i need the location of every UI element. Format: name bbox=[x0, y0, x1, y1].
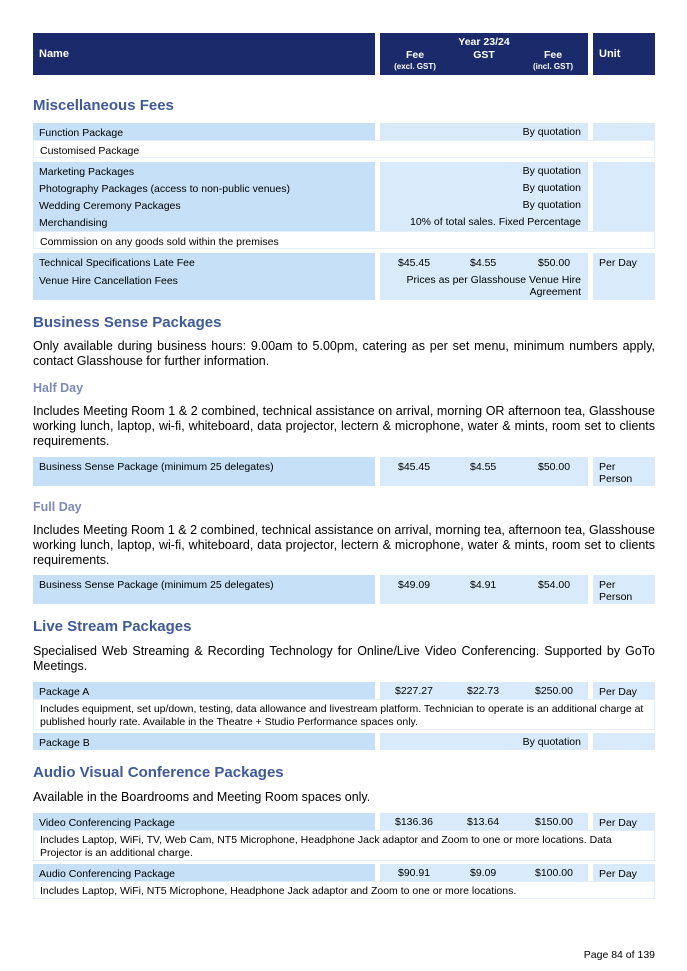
row-unit-cancellation bbox=[593, 271, 655, 300]
audio-conferencing-note: Includes Laptop, WiFi, NT5 Microphone, Headphone Jack adaptor and Zoom to one or more locations. bbox=[33, 881, 655, 899]
full-unit-line1: Per bbox=[599, 579, 616, 591]
audio-fee-excl: $90.91 bbox=[398, 867, 431, 879]
row-name-wedding: Wedding Ceremony Packages bbox=[33, 196, 375, 213]
row-name-cancellation: Venue Hire Cancellation Fees bbox=[33, 271, 375, 300]
section-title-misc: Miscellaneous Fees bbox=[33, 97, 174, 114]
full-gst: $4.91 bbox=[470, 579, 497, 591]
row-unit-video-conferencing: Per Day bbox=[593, 813, 655, 830]
cancellation-value-line2: Agreement bbox=[529, 286, 581, 298]
row-value-wedding: By quotation bbox=[380, 196, 588, 213]
cancellation-value-line1: Prices as per Glasshouse Venue Hire bbox=[406, 274, 581, 286]
header-fee-incl-label: Fee bbox=[543, 49, 563, 61]
row-name-audio-conferencing: Audio Conferencing Package bbox=[33, 864, 375, 881]
header-fee-excl-label: Fee bbox=[405, 49, 425, 61]
subsection-full-day: Full Day bbox=[33, 500, 82, 514]
header-fee-excl-sub: (excl. GST) bbox=[394, 62, 436, 71]
header-fee-excl bbox=[380, 49, 450, 73]
package-a-fee-excl: $227.27 bbox=[395, 685, 433, 697]
row-unit-wedding bbox=[593, 196, 655, 213]
full-fee-incl: $54.00 bbox=[538, 579, 571, 591]
row-value-merchandising: 10% of total sales. Fixed Percentage bbox=[380, 213, 588, 231]
row-name-tech-late-fee: Technical Specifications Late Fee bbox=[33, 253, 375, 271]
row-name-package-a: Package A bbox=[33, 682, 375, 699]
tech-fee-excl: $45.45 bbox=[398, 257, 431, 269]
row-values-tech-late-fee bbox=[380, 253, 588, 271]
row-values-audio-conferencing bbox=[380, 864, 588, 881]
business-intro: Only available during business hours: 9.00am to 5.00pm, catering as per set menu, minimum numbers apply, contact Glasshouse for further information. bbox=[33, 339, 655, 368]
row-value-photography: By quotation bbox=[380, 179, 588, 196]
row-name-marketing: Marketing Packages bbox=[33, 162, 375, 179]
row-value-cancellation bbox=[380, 271, 588, 300]
row-unit-half-day bbox=[593, 457, 655, 486]
half-fee-excl: $45.45 bbox=[398, 461, 431, 473]
package-a-fee-incl: $250.00 bbox=[535, 685, 573, 697]
half-unit-line1: Per bbox=[599, 461, 616, 473]
section-title-business: Business Sense Packages bbox=[33, 314, 222, 331]
subsection-half-day: Half Day bbox=[33, 381, 84, 395]
row-values-half-day bbox=[380, 457, 588, 486]
row-name-merchandising: Merchandising bbox=[33, 213, 375, 231]
tech-fee-incl: $50.00 bbox=[538, 257, 571, 269]
row-value-package-b: By quotation bbox=[380, 733, 588, 750]
row-value-function-package: By quotation bbox=[380, 123, 588, 140]
section-title-live-stream: Live Stream Packages bbox=[33, 618, 192, 635]
row-unit-merchandising bbox=[593, 213, 655, 231]
row-unit-package-a: Per Day bbox=[593, 682, 655, 699]
row-unit-package-b bbox=[593, 733, 655, 750]
row-unit-marketing bbox=[593, 162, 655, 179]
package-a-note: Includes equipment, set up/down, testing, data allowance and livestream platform. Technician to operate is an additional charge at published hourly rate. Available in the Theatre + Studio Performance spaces only. bbox=[33, 699, 655, 730]
row-unit-photography bbox=[593, 179, 655, 196]
row-unit-tech-late-fee: Per Day bbox=[593, 253, 655, 271]
row-name-full-day: Business Sense Package (minimum 25 delegates) bbox=[33, 575, 375, 604]
row-values-package-a bbox=[380, 682, 588, 699]
video-conferencing-note: Includes Laptop, WiFi, TV, Web Cam, NT5 Microphone, Headphone Jack adaptor and Zoom to one or more locations. Data Projector is an additional charge. bbox=[33, 830, 655, 861]
row-name-video-conferencing: Video Conferencing Package bbox=[33, 813, 375, 830]
section-title-av: Audio Visual Conference Packages bbox=[33, 764, 284, 781]
row-unit-audio-conferencing: Per Day bbox=[593, 864, 655, 881]
full-fee-excl: $49.09 bbox=[398, 579, 431, 591]
header-name: Name bbox=[33, 33, 375, 75]
video-gst: $13.64 bbox=[467, 816, 500, 828]
row-value-marketing: By quotation bbox=[380, 162, 588, 179]
video-fee-excl: $136.36 bbox=[395, 816, 433, 828]
full-unit-line2: Person bbox=[599, 591, 633, 603]
package-a-gst: $22.73 bbox=[467, 685, 500, 697]
row-unit-full-day bbox=[593, 575, 655, 604]
audio-fee-incl: $100.00 bbox=[535, 867, 573, 879]
row-name-function-package: Function Package bbox=[33, 123, 375, 140]
half-day-description: Includes Meeting Room 1 & 2 combined, technical assistance on arrival, morning OR afternoon tea, Glasshouse working lunch, laptop, wi-fi, whiteboard, data projector, lectern & microphone, water & mints, room set to clients requirements. bbox=[33, 404, 655, 448]
header-gst: GST bbox=[473, 49, 495, 61]
row-name-photography: Photography Packages (access to non-public venues) bbox=[33, 179, 375, 196]
tech-gst: $4.55 bbox=[470, 257, 497, 269]
row-commission: Commission on any goods sold within the premises bbox=[33, 231, 655, 249]
audio-gst: $9.09 bbox=[470, 867, 497, 879]
header-year: Year 23/24 bbox=[458, 36, 510, 48]
full-day-description: Includes Meeting Room 1 & 2 combined, technical assistance on arrival, morning tea, afternoon tea, Glasshouse working lunch, laptop, wi-fi, whiteboard, data projector, lectern & microphone, water & mints, room set to clients requirements. bbox=[33, 523, 655, 567]
page-number: Page 84 of 139 bbox=[583, 949, 655, 961]
half-fee-incl: $50.00 bbox=[538, 461, 571, 473]
header-fee-incl bbox=[518, 49, 588, 73]
half-gst: $4.55 bbox=[470, 461, 497, 473]
header-year-group bbox=[380, 33, 588, 75]
row-unit-function-package bbox=[593, 123, 655, 140]
row-values-video-conferencing bbox=[380, 813, 588, 830]
row-name-half-day: Business Sense Package (minimum 25 delegates) bbox=[33, 457, 375, 486]
video-fee-incl: $150.00 bbox=[535, 816, 573, 828]
row-name-package-b: Package B bbox=[33, 733, 375, 750]
header-fee-incl-sub: (incl. GST) bbox=[533, 62, 573, 71]
half-unit-line2: Person bbox=[599, 473, 633, 485]
live-stream-intro: Specialised Web Streaming & Recording Technology for Online/Live Video Conferencing. Supported by GoTo Meetings. bbox=[33, 644, 655, 673]
row-customised-package: Customised Package bbox=[33, 140, 655, 158]
av-intro: Available in the Boardrooms and Meeting Room spaces only. bbox=[33, 790, 371, 804]
header-unit: Unit bbox=[593, 33, 655, 75]
row-values-full-day bbox=[380, 575, 588, 604]
